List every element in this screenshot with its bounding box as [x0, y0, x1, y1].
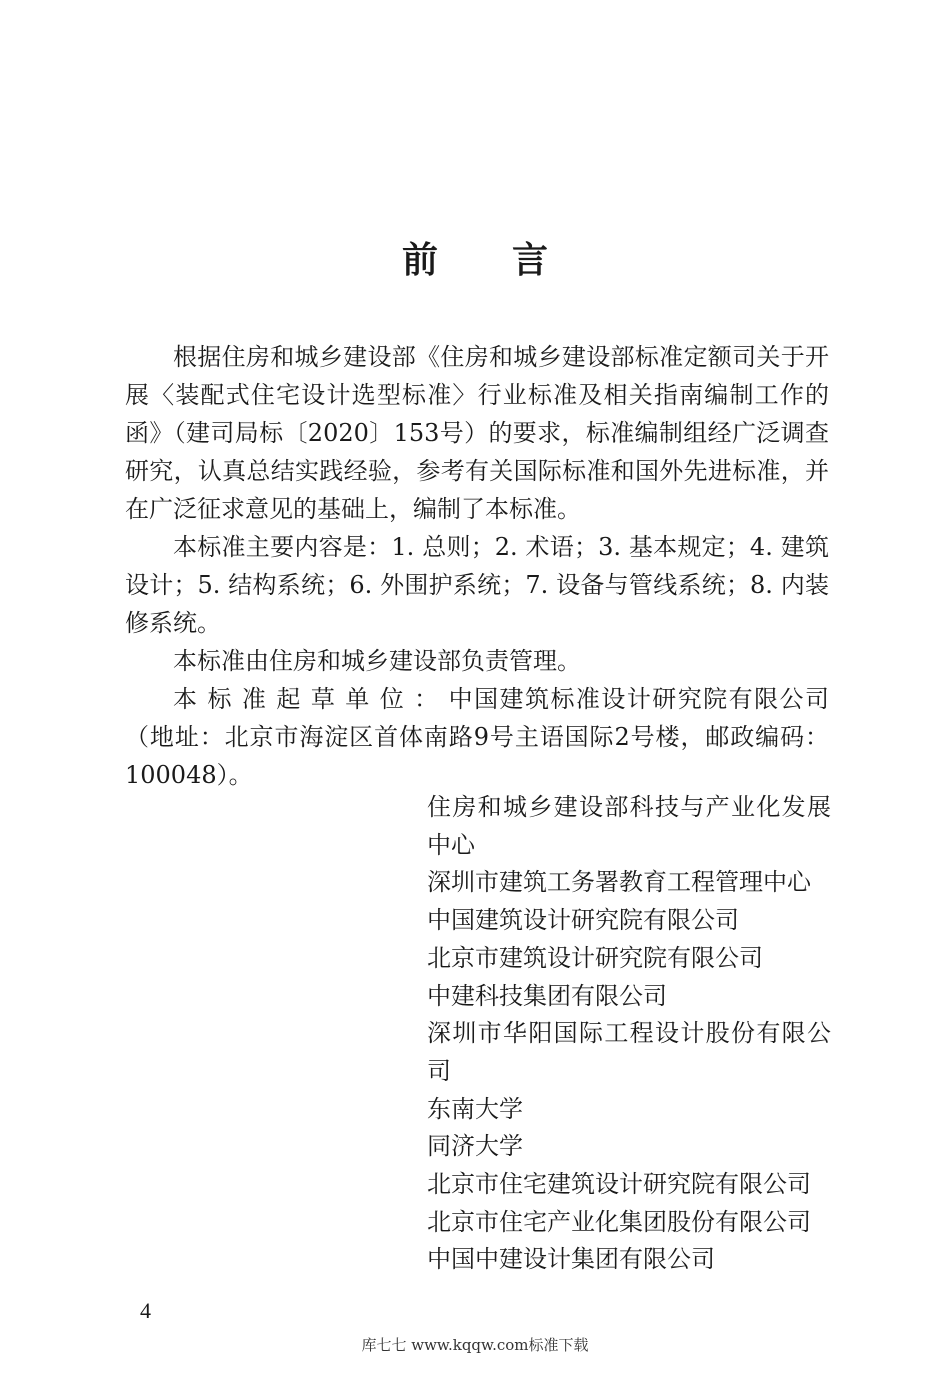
participant-item: 北京市住宅产业化集团股份有限公司: [427, 1207, 811, 1236]
paragraph-management: 本标准由住房和城乡建设部负责管理。: [173, 647, 581, 675]
drafter-address: （地址：北京市海淀区首体南路9号主语国际2号楼，邮政编码：100048）。: [125, 723, 829, 789]
drafter-name: 中国建筑标准设计研究院有限公司: [448, 685, 830, 713]
drafter-label: 本标准起草单位：: [173, 685, 449, 713]
title-char-1: 前: [401, 239, 438, 281]
participant-item: 中国中建设计集团有限公司: [427, 1245, 715, 1274]
participant-item: 中国建筑设计研究院有限公司: [427, 906, 739, 935]
footer-watermark: 库七七 www.kqqw.com标准下载: [361, 1336, 589, 1354]
paragraph-basis: 根据住房和城乡建设部《住房和城乡建设部标准定额司关于开展〈装配式住宅设计选型标准〉行业标准及相关指南编制工作的函》（建司局标〔2020〕153号）的要求，标准编制组经广泛调查研究，认真总结实践经验，参考有关国际标准和国外先进标准，并在广泛征求意见的基础上，编制了本标准。: [125, 343, 829, 523]
preface-body: [125, 338, 829, 794]
participant-item: 深圳市建筑工务署教育工程管理中心: [427, 868, 811, 897]
paragraph-contents: 本标准主要内容是：1. 总则；2. 术语；3. 基本规定；4. 建筑设计；5. 结构系统；6. 外围护系统；7. 设备与管线系统；8. 内装修系统。: [125, 533, 829, 637]
page-title: [0, 232, 950, 283]
participant-item: 北京市建筑设计研究院有限公司: [427, 943, 763, 972]
page-number: 4: [140, 1298, 151, 1323]
participant-item: 住房和城乡建设部科技与产业化发展中心: [427, 793, 831, 859]
participant-item: 北京市住宅建筑设计研究院有限公司: [427, 1170, 811, 1199]
participant-item: 深圳市华阳国际工程设计股份有限公司: [427, 1019, 831, 1085]
participant-list: [427, 789, 831, 1279]
paragraph-drafter: [125, 680, 829, 794]
participant-item: 同济大学: [427, 1132, 523, 1161]
participant-item: 中建科技集团有限公司: [427, 981, 667, 1010]
title-char-2: 言: [512, 239, 549, 281]
participant-item: 东南大学: [427, 1094, 523, 1123]
